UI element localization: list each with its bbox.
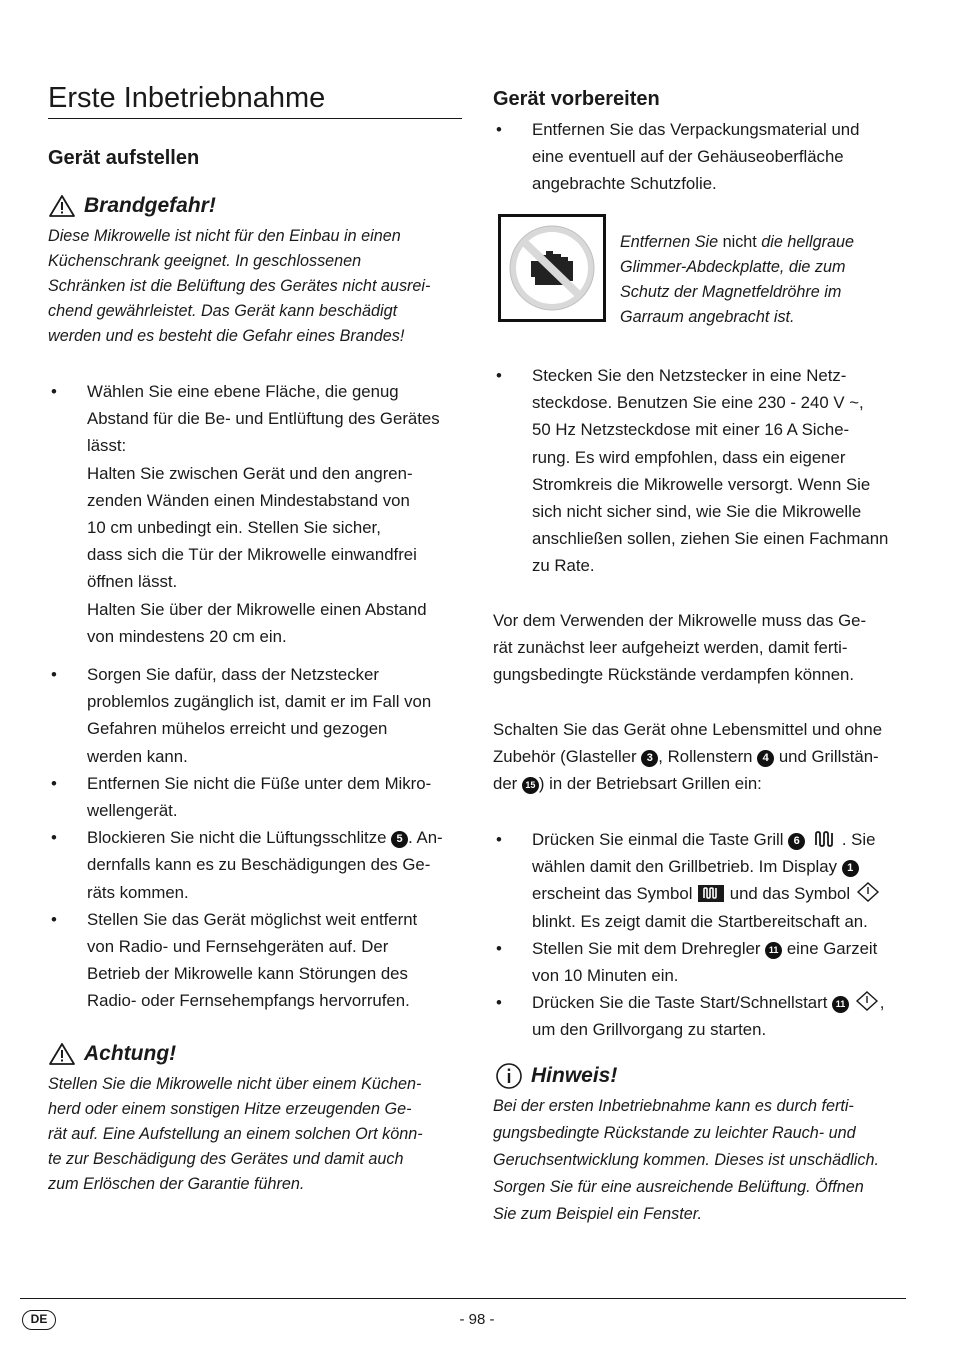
text-line: Glimmer-Abdeckplatte, die zum — [620, 258, 846, 276]
text-line: Küchenschrank geeignet. In geschlossenen — [48, 252, 362, 270]
fire-warning-title: Brandgefahr! — [84, 194, 216, 217]
text-line: dass sich die Tür der Mikrowelle einwandfrei — [87, 545, 417, 565]
text-line: 50 Hz Netzsteckdose mit einer 16 A Siche- — [532, 420, 850, 440]
text-line: • Entfernen Sie das Verpackungsmaterial und — [532, 120, 860, 139]
text-line: • Stellen Sie mit dem Drehregler 11 eine Garzeit — [532, 938, 878, 958]
text-line: te zur Beschädigung des Gerätes und damit auch — [48, 1150, 404, 1168]
note-text — [493, 1093, 913, 1228]
text-line: Sie zum Beispiel ein Fenster. — [493, 1205, 703, 1223]
text-line: Entfernen Sie nicht die hellgraue — [620, 233, 854, 251]
part-number-badge: 6 — [788, 833, 805, 850]
text-line: herd oder einem sonstigen Hitze erzeugenden Ge- — [48, 1100, 412, 1118]
prepare-list-1 — [493, 116, 913, 198]
text-line: werden kann. — [87, 746, 188, 766]
text-line: öffnen lässt. — [87, 572, 178, 592]
caution-heading — [48, 1042, 176, 1066]
list-item — [493, 935, 913, 989]
text-line: Radio- oder Fernsehempfangs hervorrufen. — [87, 991, 410, 1011]
section-heading-setup: Gerät aufstellen — [48, 147, 200, 169]
text-line: dernfalls kann es zu Beschädigungen des Ge- — [87, 855, 431, 875]
text-line: zum Erlöschen der Garantie führen. — [48, 1175, 305, 1193]
footer-divider — [20, 1298, 906, 1299]
list-item — [48, 661, 468, 770]
text-line: 10 cm unbedingt ein. Stellen Sie sicher, — [87, 518, 381, 538]
text-line: Betrieb der Mikrowelle kann Störungen des — [87, 964, 408, 984]
grill-icon — [810, 829, 842, 849]
note-heading — [495, 1062, 617, 1090]
setup-list — [48, 378, 468, 1015]
emphasis: nicht — [722, 233, 757, 251]
text-line: lässt: — [87, 436, 127, 456]
text-line: wählen damit den Grillbetrieb. Im Display 1 — [532, 853, 913, 880]
text-line: Gefahren mühelos erreicht und gezogen — [87, 719, 388, 739]
list-item — [493, 989, 913, 1043]
part-number-badge: 11 — [765, 942, 782, 959]
prohibited-hand-icon — [501, 217, 603, 319]
text-line: Schalten Sie das Gerät ohne Lebensmittel und ohne — [493, 720, 883, 739]
text-line: • Entfernen Sie nicht die Füße unter dem Mikro- — [87, 773, 432, 793]
text-line: • Wählen Sie eine ebene Fläche, die genug — [87, 382, 399, 401]
part-number-badge: 1 — [842, 860, 859, 877]
text-line: werden und es besteht die Gefahr eines Brandes! — [48, 327, 405, 345]
text-line: gungsbedingte Rückstände verdampfen können. — [493, 665, 855, 685]
text-line: rung. Es wird empfohlen, dass ein eigener — [532, 447, 846, 467]
prepare-list-2 — [493, 362, 913, 580]
text-line: um den Grillvorgang zu starten. — [532, 1020, 767, 1040]
text-line: eine eventuell auf der Gehäuseoberfläche — [532, 147, 844, 167]
text-line: • Blockieren Sie nicht die Lüftungsschlitze 5 . An- — [87, 828, 443, 848]
text-line: Schränken ist die Belüftung des Gerätes nicht ausrei- — [48, 277, 431, 295]
text-line: Halten Sie zwischen Gerät und den angren- — [87, 463, 413, 483]
text-line: • Drücken Sie einmal die Taste Grill 6 . Sie — [532, 830, 876, 849]
text-line: wellengerät. — [87, 801, 178, 821]
text-line: angebrachte Schutzfolie. — [532, 174, 717, 194]
text-line: • Sorgen Sie dafür, dass der Netzstecker — [87, 665, 379, 685]
pictogram-caption — [620, 230, 910, 330]
page-number: - 98 - — [459, 1311, 495, 1328]
text-line: Schutz der Magnetfeldröhre im — [620, 283, 842, 301]
text-line: sich nicht sicher sind, wie Sie die Mikrowelle — [532, 502, 862, 522]
text-line: von 10 Minuten ein. — [532, 966, 679, 986]
text-line: Diese Mikrowelle ist nicht für den Einbau in einen — [48, 227, 401, 245]
text-line: Garraum angebracht ist. — [620, 308, 795, 326]
part-number-badge: 11 — [832, 996, 849, 1013]
text-line: der 15 ) in der Betriebsart Grillen ein: — [493, 774, 762, 794]
text-line: erscheint das Symbol und das Symbol — [532, 880, 913, 907]
text-line: Stromkreis die Mikrowelle versorgt. Wenn Sie — [532, 474, 871, 494]
do-not-remove-pictogram — [498, 214, 606, 322]
part-number-badge: 5 — [391, 831, 408, 848]
part-number-badge: 4 — [757, 750, 774, 767]
text-line: rät auf. Eine Aufstellung an einem solchen Ort könn- — [48, 1125, 423, 1143]
page-title: Erste Inbetriebnahme — [48, 78, 462, 119]
grill-steps-list — [493, 826, 913, 1044]
text-line: gungsbedingte Rückstande zu leichter Rauch- und — [493, 1124, 856, 1142]
fire-warning-heading — [48, 194, 216, 218]
grill-display-icon — [697, 883, 725, 903]
text-line: rät zunächst leer aufgeheizt werden, damit ferti- — [493, 638, 848, 658]
text-line: von Radio- und Fernsehgeräten auf. Der — [87, 937, 389, 957]
text-line: anschließen sollen, ziehen Sie einen Fachmann — [532, 529, 889, 549]
grill-start-paragraph — [493, 716, 913, 798]
part-number-badge: 3 — [641, 750, 658, 767]
text-line: • Stecken Sie den Netzstecker in eine Netz- — [532, 366, 847, 385]
text-line: Sorgen Sie für eine ausreichende Belüftung. Öffnen — [493, 1178, 864, 1196]
text-line: Zubehör (Glasteller 3 , Rollenstern 4 und Grillstän- — [493, 747, 879, 767]
start-diamond-icon — [854, 990, 880, 1012]
start-diamond-icon — [855, 881, 881, 903]
text-line: • Stellen Sie das Gerät möglichst weit entfernt — [87, 909, 418, 929]
warning-triangle-icon — [48, 194, 76, 218]
text-line: räts kommen. — [87, 882, 189, 902]
list-item — [493, 116, 913, 198]
caution-title: Achtung! — [84, 1042, 177, 1065]
text-line: problemlos zugänglich ist, damit er im Fall von — [87, 692, 432, 712]
text-line: Stellen Sie die Mikrowelle nicht über einem Küchen- — [48, 1075, 422, 1093]
fire-warning-text — [48, 224, 468, 349]
part-number-badge: 15 — [522, 777, 539, 794]
note-title: Hinweis! — [531, 1064, 618, 1087]
text-line: Halten Sie über der Mikrowelle einen Abstand — [87, 599, 427, 619]
list-item — [48, 770, 468, 824]
list-item — [48, 906, 468, 1015]
list-item — [48, 378, 468, 650]
info-icon — [495, 1062, 523, 1090]
text-line: blinkt. Es zeigt damit die Startbereitschaft an. — [532, 911, 868, 931]
text-line: von mindestens 20 cm ein. — [87, 626, 287, 646]
language-badge: DE — [22, 1310, 56, 1330]
text-line: steckdose. Benutzen Sie eine 230 - 240 V ~, — [532, 393, 864, 413]
text-line: Vor dem Verwenden der Mikrowelle muss das Ge- — [493, 611, 867, 630]
text-line: Abstand für die Be- und Entlüftung des Gerätes — [87, 409, 440, 429]
list-item — [493, 826, 913, 935]
list-item — [48, 824, 468, 906]
list-item — [493, 362, 913, 580]
warning-triangle-icon — [48, 1042, 76, 1066]
section-heading-prepare: Gerät vorbereiten — [493, 88, 660, 110]
caution-text — [48, 1072, 468, 1197]
heat-up-paragraph — [493, 607, 913, 689]
text-line: Bei der ersten Inbetriebnahme kann es durch ferti- — [493, 1097, 854, 1115]
text-line: zu Rate. — [532, 556, 595, 576]
text-line: Geruchsentwicklung kommen. Dieses ist unschädlich. — [493, 1151, 879, 1169]
text-line: zenden Wänden einen Mindestabstand von — [87, 490, 410, 510]
text-line: chend gewährleistet. Das Gerät kann beschädigt — [48, 302, 398, 320]
text-line: • Drücken Sie die Taste Start/Schnellstart 11 , — [532, 989, 913, 1016]
